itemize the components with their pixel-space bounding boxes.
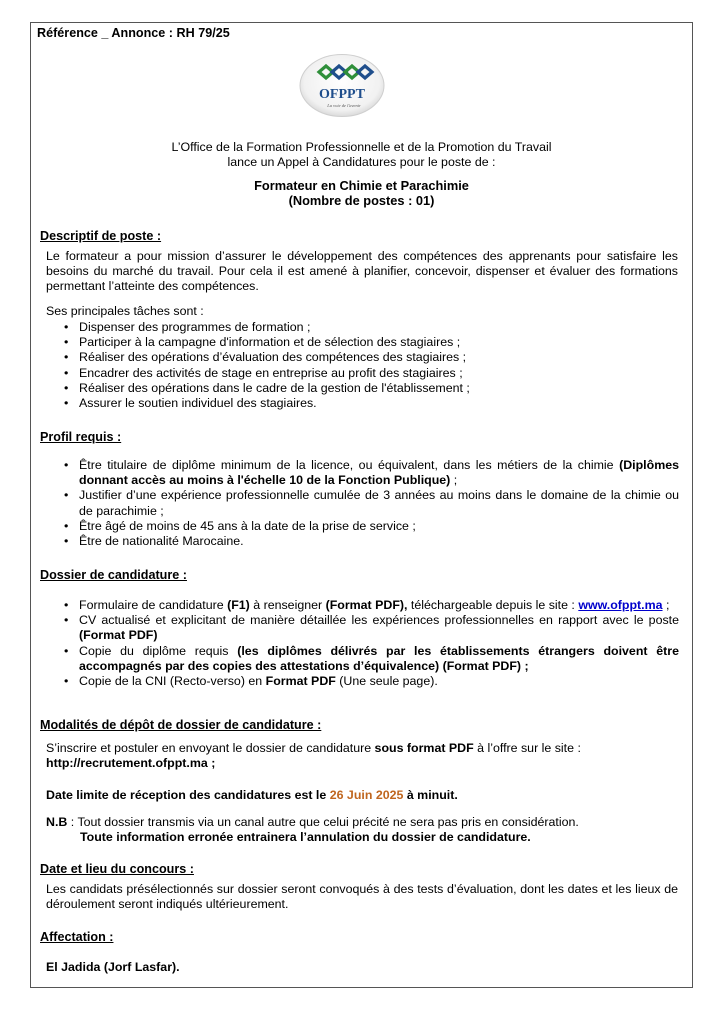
deadline-date: 26 Juin 2025	[329, 788, 404, 802]
nb-warning: Toute information erronée entrainera l’annulation du dossier de candidature.	[80, 830, 531, 844]
descriptif-heading: Descriptif de poste :	[40, 229, 162, 243]
list-item: • Encadrer des activités de stage en entreprise au profit des stagiaires ;	[62, 366, 672, 381]
profil-heading: Profil requis :	[40, 430, 122, 444]
list-item: • Être âgé de moins de 45 ans à la date de la prise de service ;	[62, 519, 679, 534]
deadline: Date limite de réception des candidatures est le 26 Juin 2025 à minuit.	[46, 788, 458, 802]
list-item: • Être titulaire de diplôme minimum de la licence, ou équivalent, dans les métiers de la chimie (Diplômes donnant accès au moins à l'échelle 10 de la Fonction Publique) ;	[62, 458, 679, 488]
profil-list	[62, 458, 679, 549]
list-item: • Formulaire de candidature (F1) à renseigner (Format PDF), téléchargeable depuis le site : www.ofppt.ma ;	[62, 598, 679, 613]
intro-line-1: L’Office de la Formation Professionnelle et de la Promotion du Travail	[171, 140, 552, 154]
ofppt-site-link[interactable]: www.ofppt.ma	[578, 598, 663, 612]
list-item: • CV actualisé et explicitant de manière détaillée les expériences professionnelles en rapport avec le poste (Format PDF)	[62, 613, 679, 643]
tasks-list	[62, 320, 672, 411]
dossier-list	[62, 598, 679, 689]
nb-note: N.B : Tout dossier transmis via un canal autre que celui précité ne sera pas pris en considération.	[46, 815, 579, 829]
concours-heading: Date et lieu du concours :	[40, 862, 194, 876]
affectation-value: El Jadida (Jorf Lasfar).	[46, 960, 180, 974]
list-item: • Participer à la campagne d'information et de sélection des stagiaires ;	[62, 335, 672, 350]
post-count: (Nombre de postes : 01)	[288, 193, 435, 208]
recrutement-url[interactable]: http://recrutement.ofppt.ma ;	[46, 756, 216, 770]
concours-paragraph: Les candidats présélectionnés sur dossier seront convoqués à des tests d’évaluation, dont les dates et les lieux de déroulement seront indiqués ultérieurement.	[46, 882, 678, 911]
tasks-intro: Ses principales tâches sont :	[46, 304, 204, 318]
affectation-heading: Affectation :	[40, 930, 114, 944]
list-item: • Réaliser des opérations dans le cadre de la gestion de l'établissement ;	[62, 381, 672, 396]
list-item: • Justifier d’une expérience professionnelle cumulée de 3 années au moins dans le domaine de la chimie ou de parachimie ;	[62, 488, 679, 518]
descriptif-paragraph: Le formateur a pour mission d’assurer le développement des compétences des apprenants pour satisfaire les besoins du marché du travail. Pour cela il est amené à planifier, concevoir, dispenser et évaluer des formations permettant l’atteinte des compétences.	[46, 249, 678, 293]
list-item: • Copie de la CNI (Recto-verso) en Format PDF (Une seule page).	[62, 674, 679, 689]
ofppt-logo	[299, 54, 385, 117]
reference-number: Référence _ Annonce : RH 79/25	[37, 26, 230, 40]
intro-line-2: lance un Appel à Candidatures pour le poste de :	[227, 155, 496, 169]
list-item: • Copie du diplôme requis (les diplômes délivrés par les établissements étrangers doivent être accompagnés par des copies des attestations d’équivalence) (Format PDF) ;	[62, 644, 679, 674]
list-item: • Assurer le soutien individuel des stagiaires.	[62, 396, 672, 411]
list-item: • Dispenser des programmes de formation ;	[62, 320, 672, 335]
logo-text: OFPPT	[319, 87, 365, 102]
modalites-heading: Modalités de dépôt de dossier de candidature :	[40, 718, 322, 732]
dossier-heading: Dossier de candidature :	[40, 568, 187, 582]
modalites-paragraph: S’inscrire et postuler en envoyant le dossier de candidature sous format PDF à l’offre sur le site : http://recrutement.ofppt.ma ;	[46, 741, 581, 770]
logo-tagline: La voie de l'avenir	[327, 103, 361, 108]
list-item: • Réaliser des opérations d’évaluation des compétences des stagiaires ;	[62, 350, 672, 365]
list-item: • Être de nationalité Marocaine.	[62, 534, 679, 549]
post-title: Formateur en Chimie et Parachimie	[254, 178, 469, 193]
